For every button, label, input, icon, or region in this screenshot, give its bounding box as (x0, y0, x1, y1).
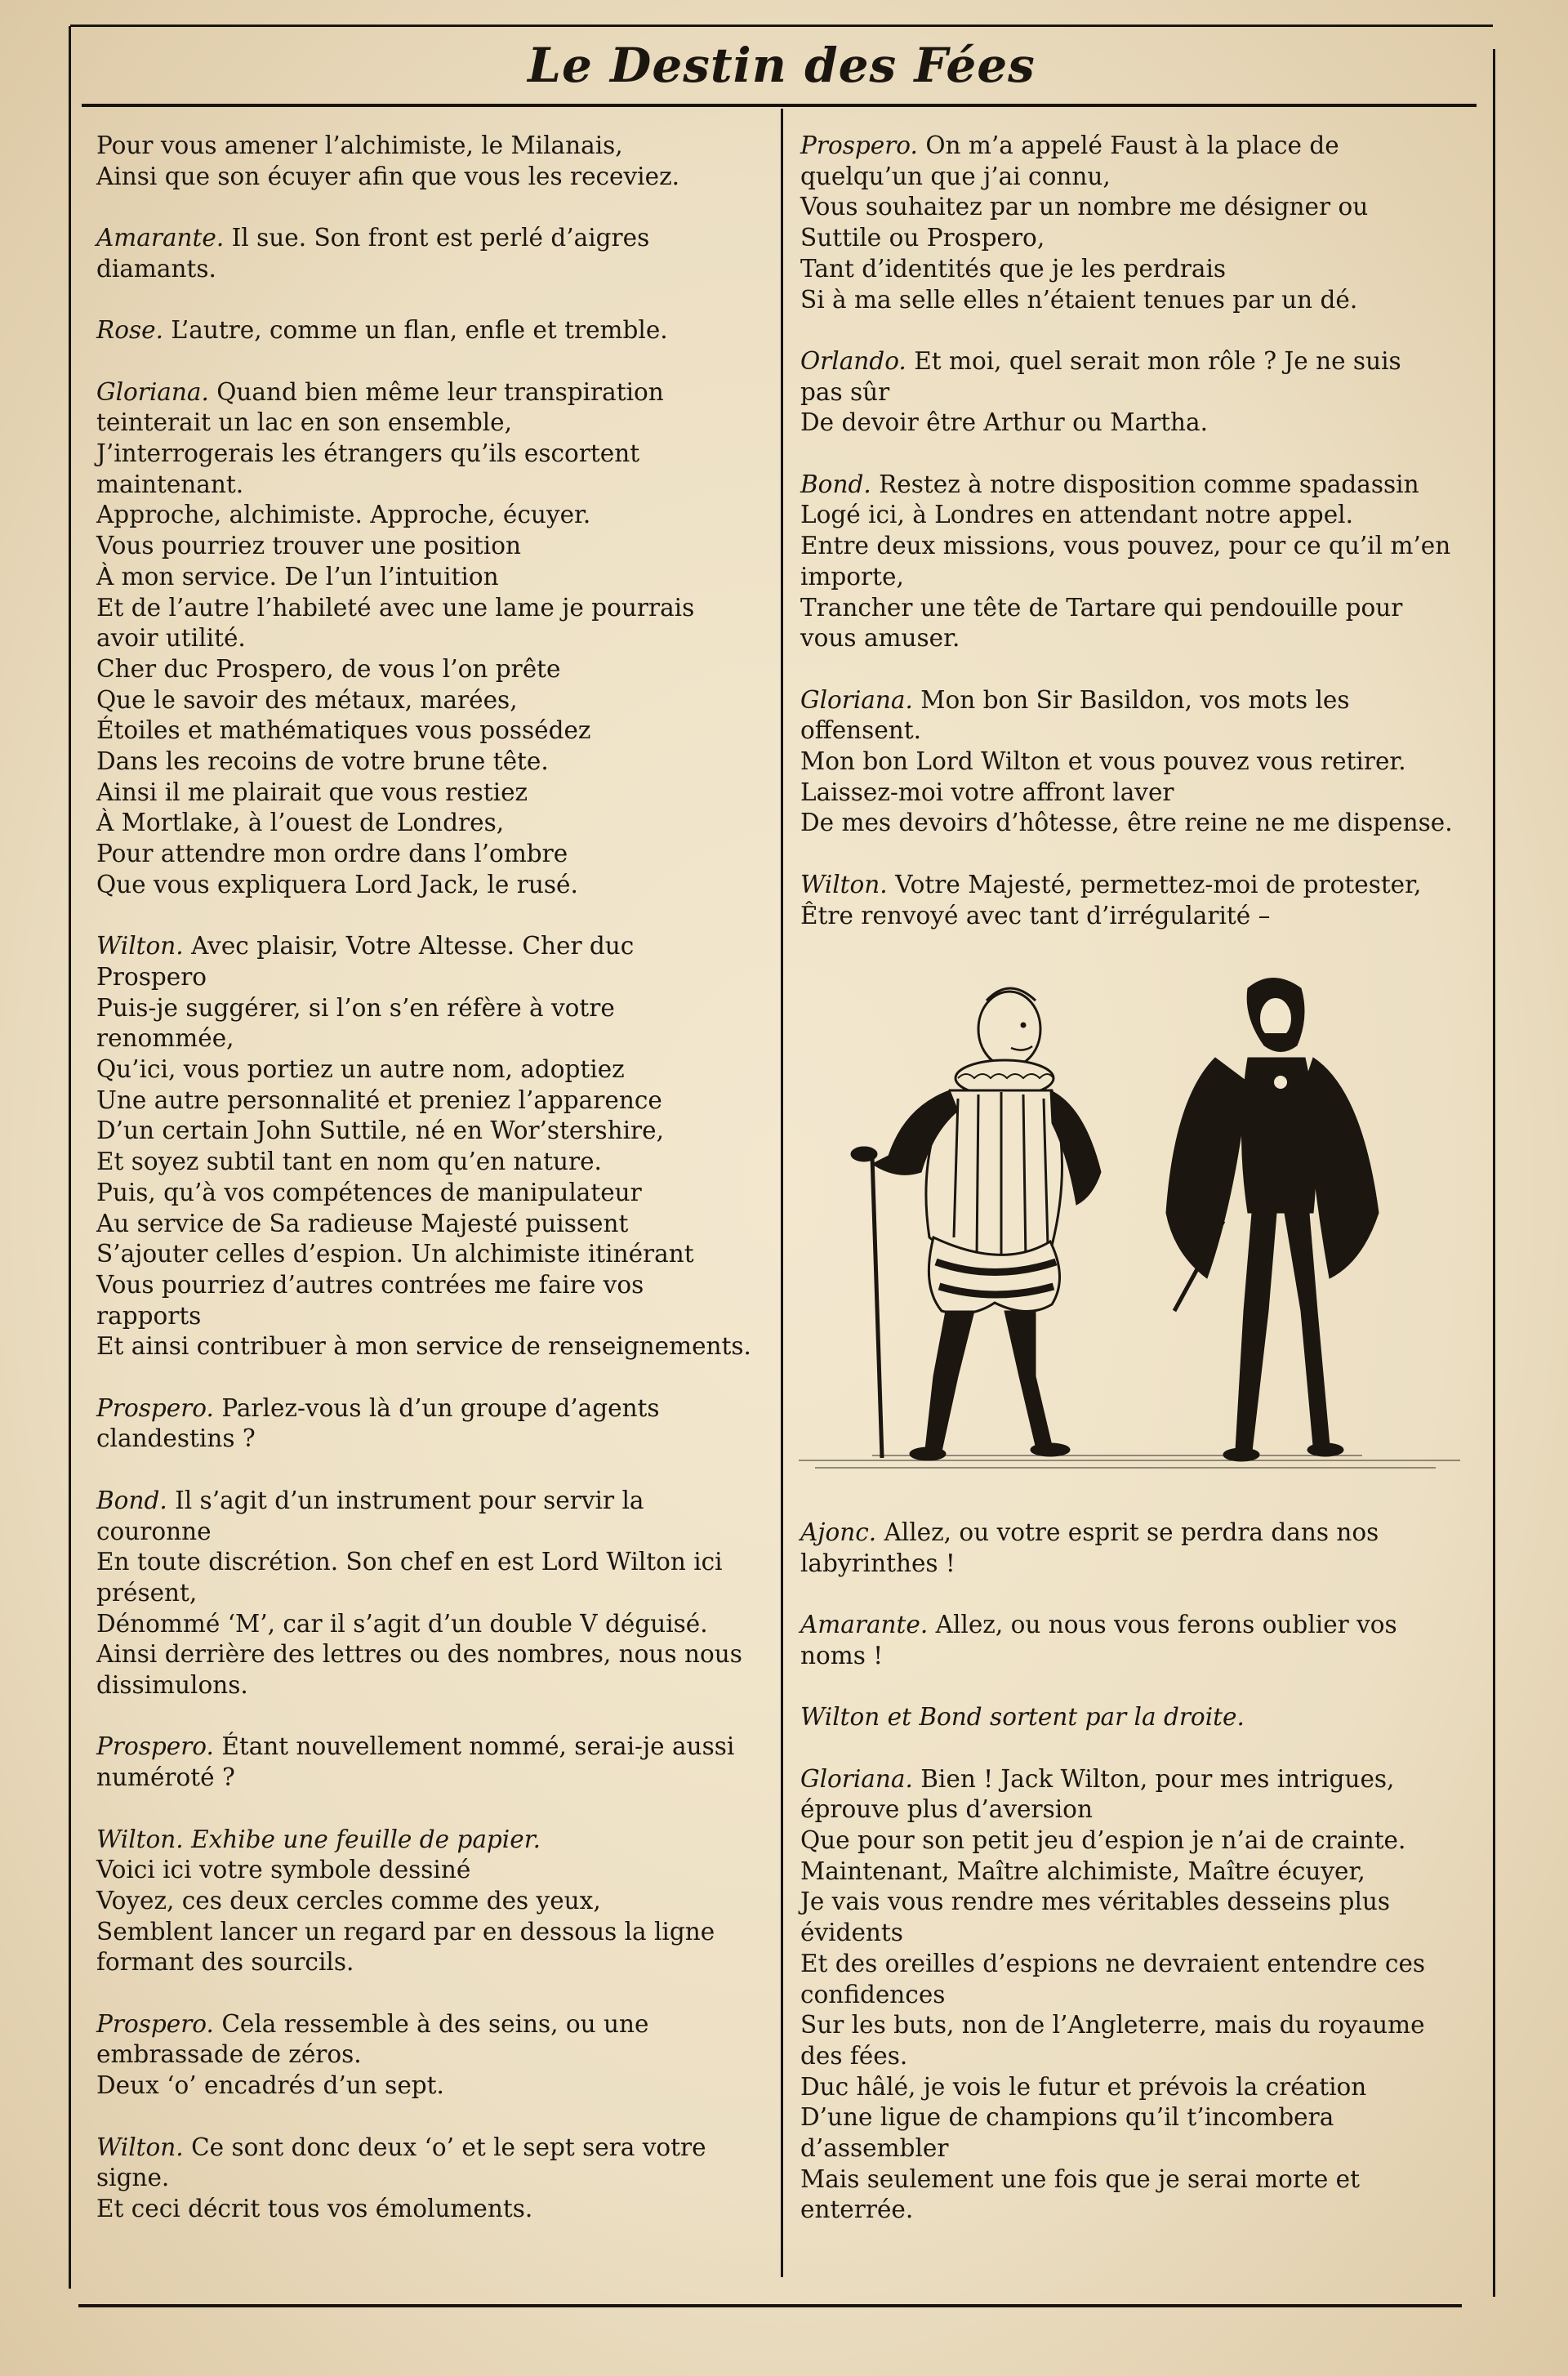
speech-line: évidents (800, 1919, 903, 1947)
speaker-name: Wilton. (96, 1825, 184, 1853)
left-column (96, 131, 774, 2255)
speech-line: À Mortlake, à l’ouest de Londres, (96, 809, 505, 837)
speaker-name: Gloriana. (800, 685, 913, 714)
line-text: Étant nouvellement nommé, serai-je aussi (221, 1732, 735, 1761)
speech-line: Et de l’autre l’habileté avec une lame je pourrais (96, 593, 695, 622)
speech-paragraph (96, 131, 774, 192)
speaker-name: Orlando. (800, 346, 906, 375)
speech-paragraph (800, 346, 1478, 439)
speech-line: Deux ‘o’ encadrés d’un sept. (96, 2071, 444, 2100)
speaker-name: Bond. (800, 470, 871, 498)
speech-paragraph (800, 1764, 1478, 2227)
speech-paragraph (800, 870, 1478, 931)
line-text: Avec plaisir, Votre Altesse. Cher duc (191, 932, 635, 961)
speech-line: Duc hâlé, je vois le futur et prévois la création (800, 2072, 1367, 2101)
speech-line: Qu’ici, vous portiez un autre nom, adoptiez (96, 1055, 625, 1084)
speech-line: labyrinthes ! (800, 1549, 956, 1577)
stage-direction: Wilton et Bond sortent par la droite. (800, 1703, 1245, 1732)
speech-line: Entre deux missions, vous pouvez, pour ce qu’il m’en (800, 532, 1451, 560)
speech-line (800, 470, 1478, 501)
speech-line: À mon service. De l’un l’intuition (96, 562, 499, 591)
speech-line: Mais seulement une fois que je serai morte et (800, 2164, 1360, 2193)
cloaked-swordsman-figure (1166, 978, 1379, 1462)
speaker-name: Rose. (96, 316, 163, 345)
speech-line: De devoir être Arthur ou Martha. (800, 408, 1209, 437)
speech-line: Puis, qu’à vos compétences de manipulateur (96, 1178, 642, 1206)
frame-left-rule (69, 26, 71, 2289)
speech-line (96, 931, 774, 962)
speech-line: clandestins ? (96, 1424, 256, 1453)
speech-line: signe. (96, 2164, 170, 2192)
line-text: Bien ! Jack Wilton, pour mes intrigues, (920, 1764, 1395, 1793)
speech-line: Étoiles et mathématiques vous possédez (96, 716, 591, 745)
line-text: Ce sont donc deux ‘o’ et le sept sera votre (191, 2133, 706, 2161)
speech-line: éprouve plus d’aversion (800, 1795, 1093, 1824)
speech-line: Ainsi que son écuyer afin que vous les receviez. (96, 162, 679, 190)
speaker-name: Prospero. (96, 1732, 214, 1761)
speech-line: Tant d’identités que je les perdrais (800, 254, 1227, 283)
speech-line: couronne (96, 1517, 212, 1545)
speech-line: Si à ma selle elles n’étaient tenues par un dé. (800, 285, 1358, 314)
speaker-name: Ajonc. (800, 1518, 877, 1546)
speech-line: Que le savoir des métaux, marées, (96, 685, 518, 714)
speech-line: Voyez, ces deux cercles comme des yeux, (96, 1886, 601, 1915)
speech-line: Dénommé ‘M’, car il s’agit d’un double V déguisé. (96, 1609, 708, 1638)
speech-line: vous amuser. (800, 624, 960, 653)
line-text: Allez, ou nous vous ferons oublier vos (935, 1611, 1397, 1639)
two-elizabethan-gentlemen-illustration (791, 968, 1468, 1523)
speech-line: renommée, (96, 1024, 234, 1053)
speech-line (800, 1610, 1478, 1641)
speech-line (96, 1393, 774, 1424)
speech-line: Et ceci décrit tous vos émoluments. (96, 2194, 533, 2222)
speech-line: dissimulons. (96, 1671, 248, 1700)
speech-line: enterrée. (800, 2195, 914, 2224)
speech-line: Que vous expliquera Lord Jack, le rusé. (96, 870, 578, 898)
speech-line: Puis-je suggérer, si l’on s’en réfère à votre (96, 993, 615, 1022)
speech-line: Vous pourriez trouver une position (96, 532, 521, 560)
speech-line (96, 2133, 774, 2164)
speech-line: Trancher une tête de Tartare qui pendouille pour (800, 593, 1403, 622)
speaker-name: Wilton. (800, 870, 888, 898)
line-text: L’autre, comme un flan, enfle et tremble. (171, 316, 668, 345)
line-text: Mon bon Sir Basildon, vos mots les (920, 685, 1350, 714)
speech-line (800, 685, 1478, 716)
line-text: Et moi, quel serait mon rôle ? Je ne suis (914, 346, 1401, 375)
speech-paragraph (800, 1518, 1478, 1579)
speech-line (96, 1825, 774, 1856)
speech-line: En toute discrétion. Son chef en est Lord Wilton ici (96, 1548, 723, 1576)
speech-line: d’assembler (800, 2134, 949, 2163)
speech-line: Pour attendre mon ordre dans l’ombre (96, 840, 568, 868)
speech-line: embrassade de zéros. (96, 2040, 362, 2069)
speech-line: Ainsi il me plairait que vous restiez (96, 778, 528, 806)
line-text: Restez à notre disposition comme spadassin (879, 470, 1419, 498)
speech-paragraph (96, 315, 774, 346)
speech-line: Et ainsi contribuer à mon service de renseignements. (96, 1332, 751, 1361)
speech-line: Que pour son petit jeu d’espion je n’ai de crainte. (800, 1825, 1406, 1854)
speech-paragraph (96, 2009, 774, 2102)
speech-line: Semblent lancer un regard par en dessous la ligne (96, 1917, 715, 1946)
speech-line (96, 223, 774, 254)
speech-line: formant des sourcils. (96, 1948, 354, 1977)
speech-paragraph (96, 377, 774, 901)
right-column-top (800, 131, 1478, 962)
speech-line: Et soyez subtil tant en nom qu’en nature. (96, 1148, 602, 1176)
speech-line (800, 346, 1478, 377)
speech-line: Dans les recoins de votre brune tête. (96, 747, 549, 776)
speech-line: pas sûr (800, 377, 890, 406)
line-text: On m’a appelé Faust à la place de (925, 132, 1339, 159)
speech-line (96, 377, 774, 408)
speaker-name: Gloriana. (800, 1764, 913, 1793)
speech-line: diamants. (96, 254, 216, 283)
speech-line: présent, (96, 1578, 198, 1607)
speech-paragraph (800, 131, 1478, 315)
speech-line: Maintenant, Maître alchimiste, Maître écuyer, (800, 1857, 1365, 1885)
speech-paragraph (800, 1610, 1478, 1671)
speech-paragraph (96, 223, 774, 284)
speech-line: Vous souhaitez par un nombre me désigner ou (800, 193, 1369, 221)
line-text: Cela ressemble à des seins, ou une (221, 2009, 649, 2038)
speech-line: Sur les buts, non de l’Angleterre, mais du royaume (800, 2011, 1425, 2039)
speech-paragraph (96, 1393, 774, 1455)
speech-line: Vous pourriez d’autres contrées me faire vos (96, 1270, 644, 1299)
speech-line: Logé ici, à Londres en attendant notre appel. (800, 501, 1353, 529)
speech-line: Une autre personnalité et preniez l’apparence (96, 1085, 662, 1114)
speech-line: Laissez-moi votre affront laver (800, 778, 1174, 806)
speech-line: Approche, alchimiste. Approche, écuyer. (96, 501, 591, 529)
speech-line (96, 1732, 774, 1763)
speech-line: Voici ici votre symbole dessiné (96, 1856, 471, 1884)
speech-paragraph (96, 931, 774, 1362)
speech-line: Au service de Sa radieuse Majesté puissent (96, 1209, 629, 1237)
speech-paragraph (800, 1702, 1478, 1733)
speaker-name: Gloriana. (96, 377, 209, 406)
speaker-name: Amarante. (96, 224, 225, 252)
speech-line (800, 131, 1478, 162)
speech-line: importe, (800, 562, 904, 591)
stout-gentleman-figure (851, 988, 1101, 1460)
speech-paragraph (96, 1732, 774, 1793)
speech-line: numéroté ? (96, 1763, 235, 1792)
line-text: Quand bien même leur transpiration (216, 377, 664, 406)
speech-line (800, 870, 1478, 901)
line-text: Il s’agit d’un instrument pour servir la (175, 1486, 644, 1514)
speaker-name: Prospero. (96, 2009, 214, 2038)
ground-hatching (799, 1455, 1460, 1468)
speech-line: Suttile ou Prospero, (800, 224, 1045, 252)
speaker-name: Prospero. (800, 132, 918, 159)
speech-paragraph (96, 1486, 774, 1701)
speech-line (96, 1486, 774, 1517)
speech-line: S’ajouter celles d’espion. Un alchimiste itinérant (96, 1240, 694, 1268)
title-underline-rule (82, 104, 1477, 107)
speaker-name: Amarante. (800, 1611, 929, 1639)
speech-line: teinterait un lac en son ensemble, (96, 408, 513, 437)
line-text: Il sue. Son front est perlé d’aigres (231, 224, 650, 252)
speech-line: avoir utilité. (96, 624, 246, 653)
column-divider (781, 109, 783, 2277)
speech-line: rapports (96, 1301, 202, 1330)
frame-right-rule (1493, 49, 1495, 2297)
stage-direction: Exhibe une feuille de papier. (191, 1825, 541, 1853)
speech-line (96, 315, 774, 346)
speech-line: Cher duc Prospero, de vous l’on prête (96, 654, 561, 683)
speaker-name: Prospero. (96, 1393, 214, 1422)
speech-line: De mes devoirs d’hôtesse, être reine ne me dispense. (800, 809, 1453, 837)
speech-line: Mon bon Lord Wilton et vous pouvez vous retirer. (800, 747, 1406, 776)
speech-paragraph (96, 2133, 774, 2225)
right-column-bottom (800, 1518, 1478, 2257)
speech-line: maintenant. (96, 470, 244, 498)
speaker-name: Bond. (96, 1486, 167, 1514)
speech-line (96, 131, 774, 162)
speech-line (800, 1764, 1478, 1795)
page-title: Le Destin des Fées (528, 38, 1036, 93)
speech-line: offensent. (800, 716, 922, 745)
line-text: Votre Majesté, permettez-moi de protester, (895, 870, 1422, 898)
speech-line: quelqu’un que j’ai connu, (800, 162, 1111, 190)
speech-line: noms ! (800, 1641, 884, 1669)
speech-line: J’interrogerais les étrangers qu’ils escortent (96, 439, 640, 467)
speech-line: Et des oreilles d’espions ne devraient entendre ces (800, 1949, 1426, 1977)
speech-line: Prospero (96, 962, 207, 991)
speech-line (800, 1702, 1478, 1733)
speech-line: Je vais vous rendre mes véritables desseins plus (800, 1888, 1391, 1916)
speech-line: Ainsi derrière des lettres ou des nombres, nous nous (96, 1640, 742, 1669)
speaker-name: Wilton. (96, 932, 184, 961)
frame-top-rule (70, 25, 1493, 27)
speech-paragraph (96, 1825, 774, 1979)
speech-line: confidences (800, 1980, 946, 2008)
speech-line: D’un certain John Suttile, né en Wor’stershire, (96, 1117, 664, 1145)
frame-bottom-rule (78, 2304, 1462, 2307)
line-text: Allez, ou votre esprit se perdra dans nos (884, 1518, 1379, 1546)
line-text: Pour vous amener l’alchimiste, le Milanais, (96, 132, 623, 159)
speech-line (800, 1518, 1478, 1549)
speech-line: D’une ligue de champions qu’il t’incombera (800, 2103, 1334, 2132)
speech-paragraph (800, 470, 1478, 654)
speech-paragraph (800, 685, 1478, 840)
speech-line: des fées. (800, 2041, 908, 2070)
speaker-name: Wilton. (96, 2133, 184, 2161)
line-text: Parlez-vous là d’un groupe d’agents (221, 1393, 660, 1422)
speech-line (96, 2009, 774, 2040)
speech-line: Être renvoyé avec tant d’irrégularité – (800, 901, 1271, 929)
